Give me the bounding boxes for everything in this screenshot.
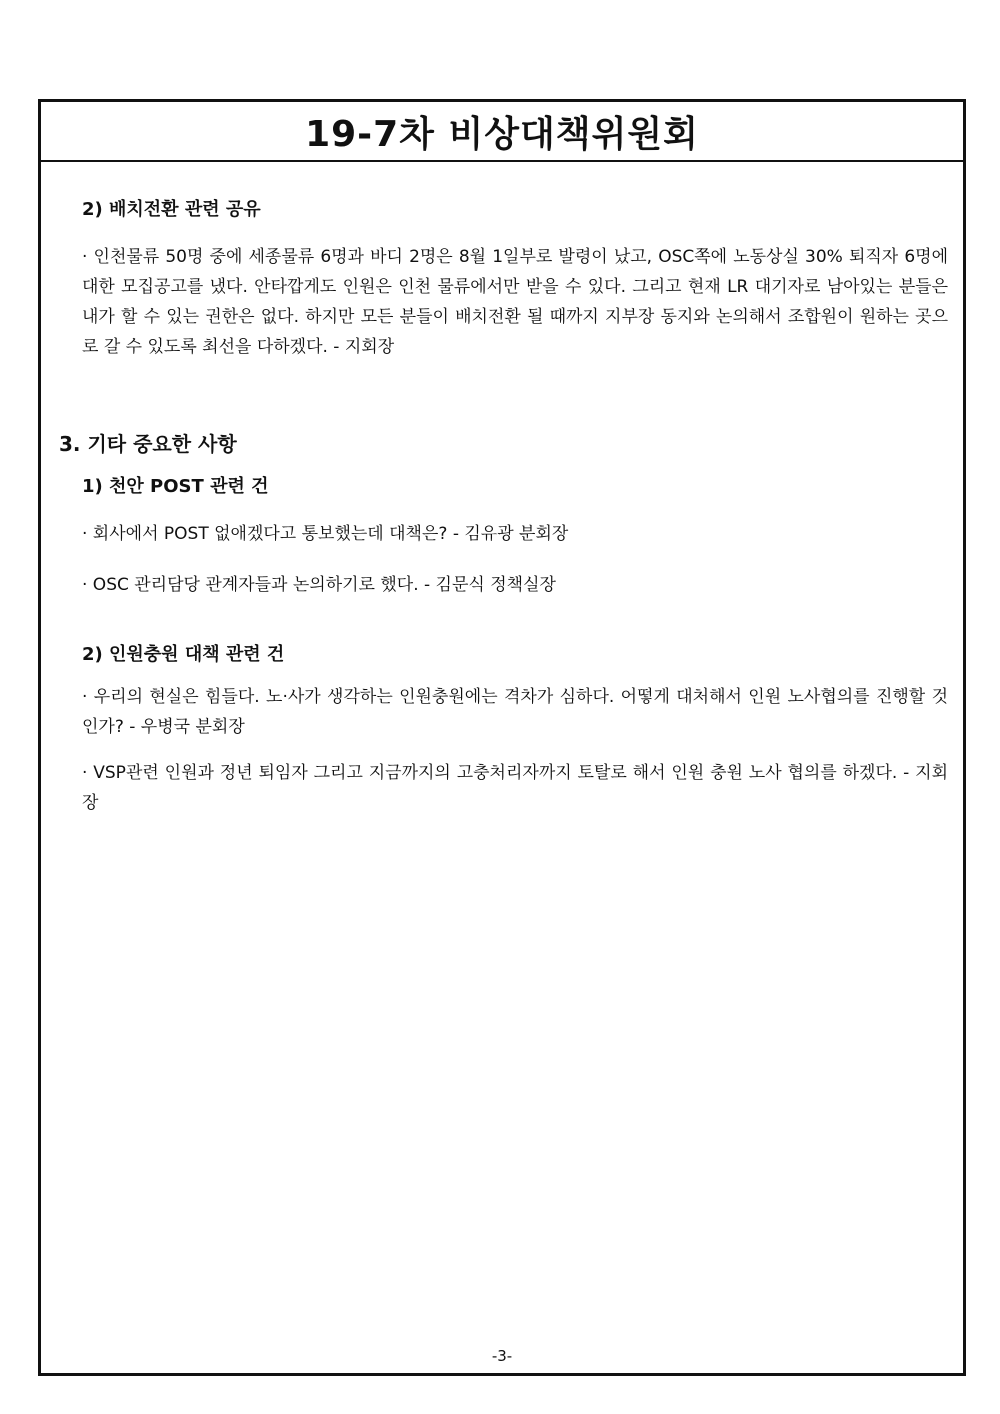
section-3-1-item-1: · 회사에서 POST 없애겠다고 통보했는데 대책은? - 김유광 분회장 [82, 524, 569, 544]
title-box [41, 102, 963, 162]
section-3-heading: 3. 기타 중요한 사항 [59, 432, 237, 456]
section-3-2-item-2: · VSP관련 인원과 정년 퇴임자 그리고 지금까지의 고충처리자까지 토탈로 해서 인원 충원 노사 협의를 하겠다. - 지회장 [82, 763, 948, 813]
document-frame [38, 99, 966, 1376]
section-3-1-item-2: · OSC 관리담당 관계자들과 논의하기로 했다. - 김문식 정책실장 [82, 575, 556, 595]
section-2-2-paragraph: · 인천물류 50명 중에 세종물류 6명과 바디 2명은 8월 1일부로 발령이 났고, OSC쪽에 노동상실 30% 퇴직자 6명에 대한 모집공고를 냈다. 안타깝게도 인원은 인천 물류에서만 받을 수 있다. 그리고 현재 LR 대기자로 남아있는 분들은 내가 할 수 있는 권한은 없다. 하지만 모든 분들이 배치전환 될 때까지 지부장 동지와 논의해서 조합원이 원하는 곳으로 갈 수 있도록 최선을 다하겠다. - 지회장 [82, 247, 948, 357]
section-3-2-heading: 2) 인원충원 대책 관련 건 [82, 644, 285, 665]
section-3-2-item-1: · 우리의 현실은 힘들다. 노·사가 생각하는 인원충원에는 격차가 심하다. 어떻게 대처해서 인원 노사협의를 진행할 것인가? - 우병국 분회장 [82, 687, 948, 737]
section-2-2-heading: 2) 배치전환 관련 공유 [82, 199, 261, 220]
section-3-1-heading: 1) 천안 POST 관련 건 [82, 476, 269, 497]
document-title: 19-7차 비상대책위원회 [305, 113, 699, 155]
page-number: -3- [491, 1347, 513, 1365]
